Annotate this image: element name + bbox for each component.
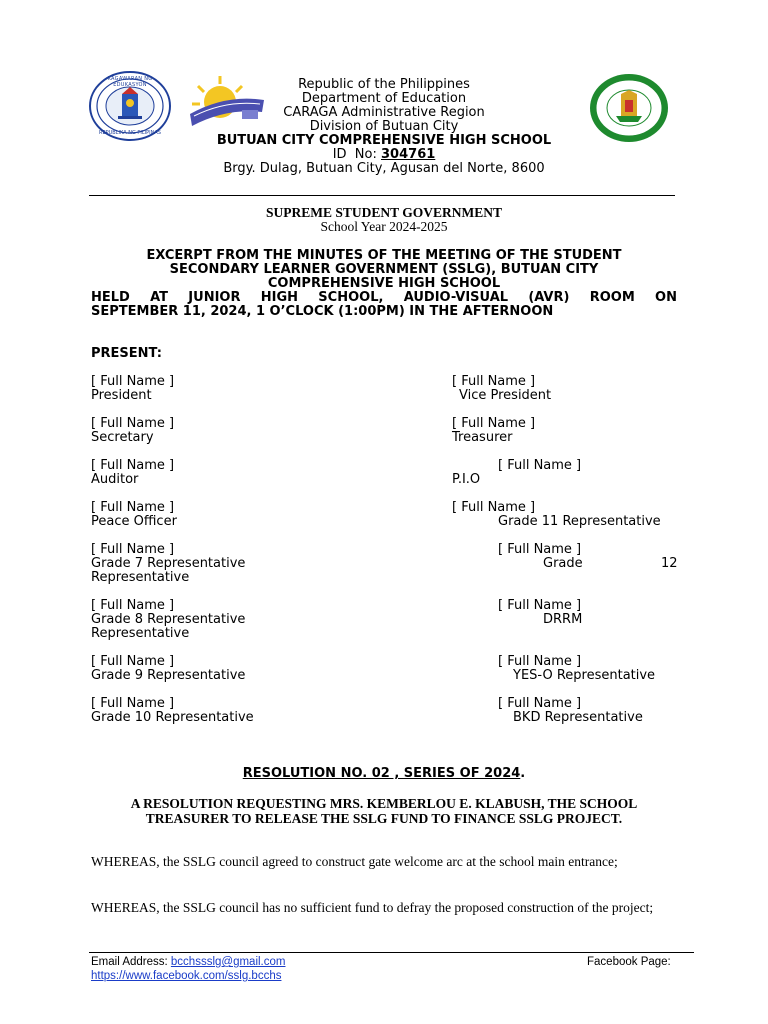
officer-role: Secretary xyxy=(91,430,154,445)
header-divider xyxy=(89,195,675,196)
footer-divider xyxy=(89,952,694,953)
officer-name: [ Full Name ] xyxy=(91,598,175,613)
officer-role: Treasurer xyxy=(452,430,513,445)
officer-role: Grade 11 Representative xyxy=(498,514,661,529)
officer-role: President xyxy=(91,388,152,403)
excerpt-line-1: EXCERPT FROM THE MINUTES OF THE MEETING OF THE STUDENT xyxy=(146,248,622,263)
excerpt-line-4: HELD AT JUNIOR HIGH SCHOOL, AUDIO-VISUAL (AVR) ROOM ON xyxy=(91,290,677,305)
school-year: School Year 2024-2025 xyxy=(320,219,448,234)
officer-name: [ Full Name ] xyxy=(452,500,536,515)
officer-name: [ Full Name ] xyxy=(498,598,582,613)
excerpt-line-3: COMPREHENSIVE HIGH SCHOOL xyxy=(267,276,501,291)
officer-role-wrap: Representative xyxy=(91,626,190,641)
officer-name: [ Full Name ] xyxy=(452,416,536,431)
header-address: Brgy. Dulag, Butuan City, Agusan del Norte, 8600 xyxy=(223,161,545,176)
school-id-label: ID No: xyxy=(332,147,382,162)
officer-name: [ Full Name ] xyxy=(91,458,175,473)
officer-role: DRRM xyxy=(543,612,583,627)
excerpt-line-2: SECONDARY LEARNER GOVERNMENT (SSLG), BUTUAN CITY xyxy=(169,262,599,277)
officer-role-wrap: Representative xyxy=(91,570,190,585)
footer-facebook-link[interactable]: https://www.facebook.com/sslg.bcchs xyxy=(91,970,282,982)
resolution-subject-1: A RESOLUTION REQUESTING MRS. KEMBERLOU E. KLABUSH, THE SCHOOL xyxy=(130,796,638,811)
seal-ring-bottom: REPUBLIKA NG PILIPINAS xyxy=(99,130,161,136)
footer-facebook-row xyxy=(91,969,281,983)
officer-role: P.I.O xyxy=(452,472,481,487)
footer-facebook-label: Facebook Page: xyxy=(587,956,671,968)
header-school-id xyxy=(0,148,768,162)
officer-role: Grade xyxy=(543,556,583,571)
resolution-title-text: RESOLUTION NO. 02 , SERIES OF 2024 xyxy=(242,766,521,781)
resolution-title xyxy=(0,767,768,781)
officer-role: Peace Officer xyxy=(91,514,177,529)
officer-role: YES-O Representative xyxy=(513,668,656,683)
whereas-clause: WHEREAS, the SSLG council has no sufficient fund to defray the proposed construction of the project; xyxy=(91,900,654,915)
footer-email-row xyxy=(91,955,285,969)
header-deped: Department of Education xyxy=(301,91,467,106)
resolution-subject-2: TREASURER TO RELEASE THE SSLG FUND TO FINANCE SSLG PROJECT. xyxy=(145,811,623,826)
officer-name: [ Full Name ] xyxy=(452,374,536,389)
resolution-title-period: . xyxy=(520,766,526,781)
header-republic: Republic of the Philippines xyxy=(298,77,470,92)
officer-name: [ Full Name ] xyxy=(498,696,582,711)
header-school-name: BUTUAN CITY COMPREHENSIVE HIGH SCHOOL xyxy=(216,133,552,148)
seal-ring-top: KAGAWARAN NG EDUKASYON xyxy=(107,76,153,88)
officer-name: [ Full Name ] xyxy=(91,654,175,669)
officer-name: [ Full Name ] xyxy=(91,416,175,431)
footer-email-label: Email Address: xyxy=(91,956,171,968)
officer-name: [ Full Name ] xyxy=(498,542,582,557)
school-id-value: 304761 xyxy=(381,147,436,162)
officer-name: [ Full Name ] xyxy=(498,654,582,669)
officer-role: Grade 9 Representative xyxy=(91,668,246,683)
officer-name: [ Full Name ] xyxy=(91,542,175,557)
officer-role: Grade 8 Representative xyxy=(91,612,246,627)
officer-name: [ Full Name ] xyxy=(91,500,175,515)
whereas-clause: WHEREAS, the SSLG council agreed to construct gate welcome arc at the school main entrance; xyxy=(91,854,618,869)
header-region: CARAGA Administrative Region xyxy=(283,105,485,120)
officer-role: Grade 7 Representative xyxy=(91,556,246,571)
excerpt-line-5: SEPTEMBER 11, 2024, 1 O’CLOCK (1:00PM) IN THE AFTERNOON xyxy=(91,304,554,319)
officer-name: [ Full Name ] xyxy=(91,374,175,389)
footer-email-link[interactable]: bcchssslg@gmail.com xyxy=(170,956,286,968)
officer-role: Auditor xyxy=(91,472,139,487)
officer-name: [ Full Name ] xyxy=(498,458,582,473)
present-label: PRESENT: xyxy=(91,346,162,361)
officer-name: [ Full Name ] xyxy=(91,696,175,711)
org-title: SUPREME STUDENT GOVERNMENT xyxy=(265,205,503,220)
officer-role: Vice President xyxy=(459,388,552,403)
officer-role-number: 12 xyxy=(661,556,678,571)
officer-role: Grade 10 Representative xyxy=(91,710,254,725)
header-division: Division of Butuan City xyxy=(309,119,459,134)
officer-role: BKD Representative xyxy=(513,710,643,725)
